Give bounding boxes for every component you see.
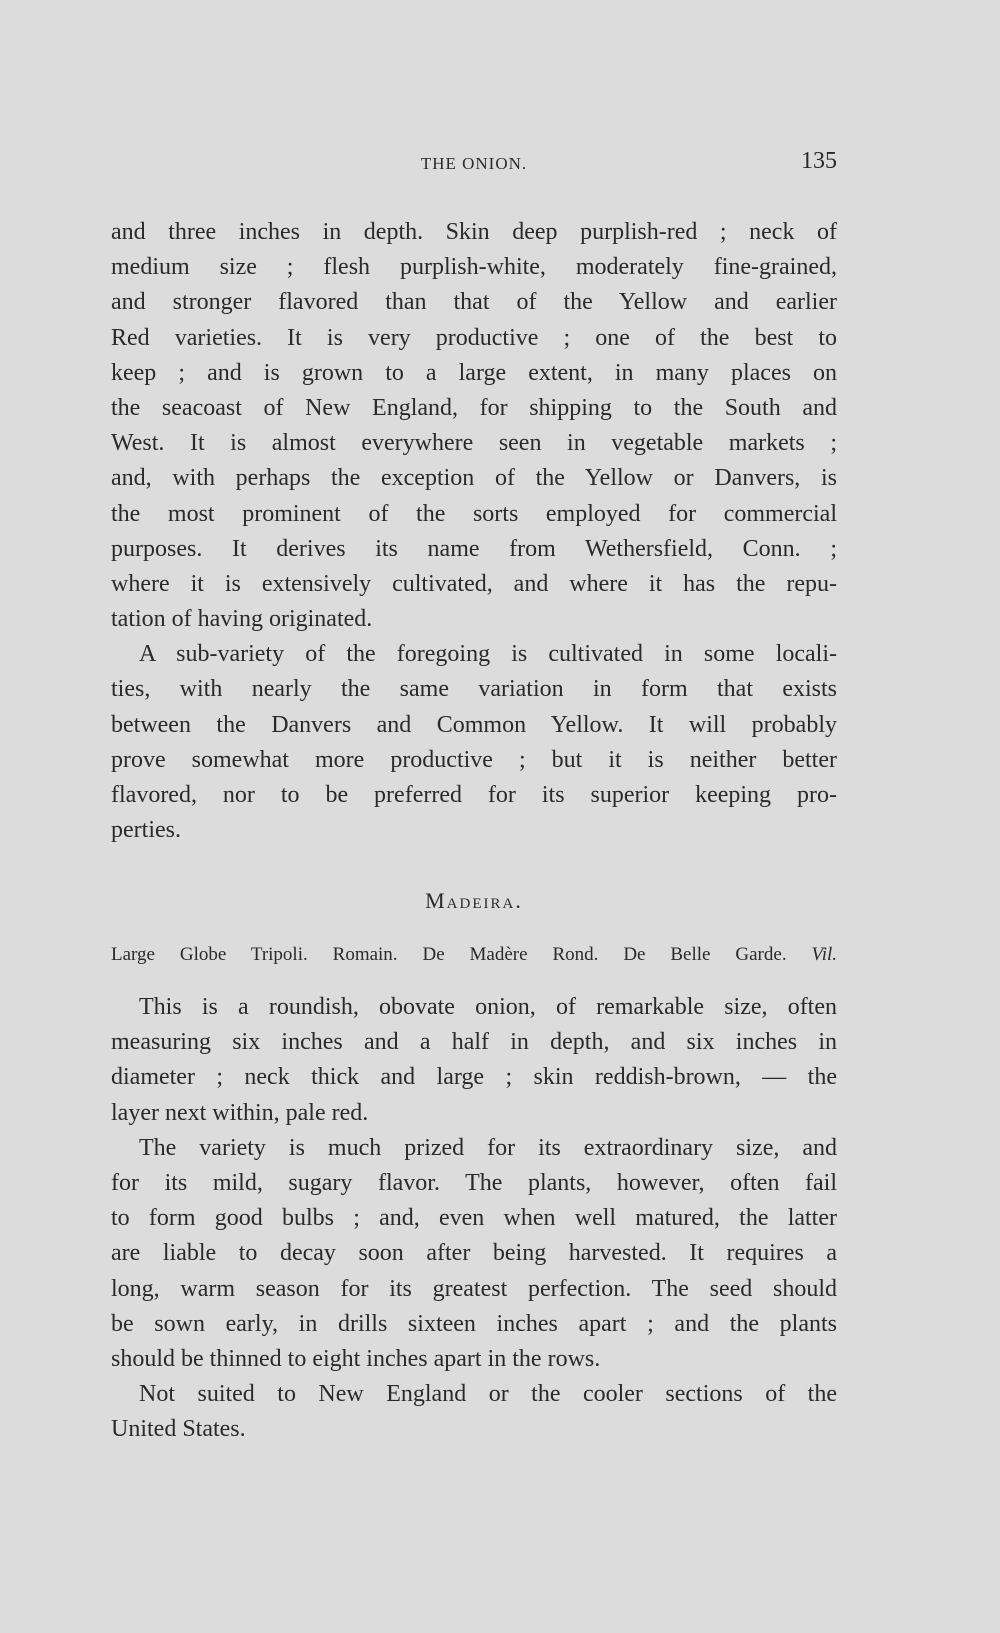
paragraph bbox=[111, 637, 837, 848]
text-line: between the Danvers and Common Yellow. It will probably bbox=[111, 711, 837, 738]
section-heading: Madeira. bbox=[425, 888, 523, 913]
text-line: and, with perhaps the exception of the Yellow or Danvers, is bbox=[111, 465, 837, 492]
text-line: to form good bulbs ; and, even when well matured, the latter bbox=[111, 1205, 837, 1232]
synonyms-source: Vil. bbox=[811, 944, 838, 965]
paragraph bbox=[111, 215, 837, 637]
text-line: and stronger flavored than that of the Yellow and earlier bbox=[111, 289, 837, 316]
text-line: perties. bbox=[111, 817, 181, 844]
text-line: long, warm season for its greatest perfection. The seed should bbox=[111, 1275, 837, 1302]
running-title: THE ONION. bbox=[420, 154, 528, 173]
text-line: tation of having originated. bbox=[111, 606, 373, 633]
text-line: Not suited to New England or the cooler sections of the bbox=[139, 1381, 837, 1408]
text-line: West. It is almost everywhere seen in vegetable markets ; bbox=[111, 430, 837, 457]
text-line: A sub-variety of the foregoing is cultivated in some locali- bbox=[139, 641, 837, 668]
text-line: purposes. It derives its name from Wethersfield, Conn. ; bbox=[111, 535, 837, 562]
text-line: diameter ; neck thick and large ; skin reddish-brown, — the bbox=[111, 1064, 837, 1091]
text-line: be sown early, in drills sixteen inches apart ; and the plants bbox=[111, 1310, 837, 1337]
text-line: should be thinned to eight inches apart in the rows. bbox=[111, 1345, 601, 1372]
paragraph bbox=[111, 990, 837, 1131]
text-line: are liable to decay soon after being harvested. It requires a bbox=[111, 1240, 837, 1267]
text-line: and three inches in depth. Skin deep purplish-red ; neck of bbox=[111, 219, 837, 245]
paragraph bbox=[111, 1377, 837, 1447]
text-line: measuring six inches and a half in depth, and six inches in bbox=[111, 1029, 837, 1056]
running-header bbox=[111, 150, 837, 178]
text-line: layer next within, pale red. bbox=[111, 1099, 369, 1126]
text-line: prove somewhat more productive ; but it is neither better bbox=[111, 746, 837, 773]
text-line: keep ; and is grown to a large extent, in many places on bbox=[111, 359, 837, 386]
synonyms-line bbox=[111, 940, 837, 970]
text-line: medium size ; flesh purplish-white, moderately fine-grained, bbox=[111, 254, 837, 281]
page-number: 135 bbox=[801, 148, 837, 174]
paragraph bbox=[111, 1131, 837, 1377]
body-text-top bbox=[111, 215, 837, 848]
text-line: for its mild, sugary flavor. The plants, however, often fail bbox=[111, 1169, 837, 1196]
text-line: the most prominent of the sorts employed for commercial bbox=[111, 500, 837, 527]
text-line: The variety is much prized for its extraordinary size, and bbox=[139, 1134, 837, 1161]
text-line: where it is extensively cultivated, and where it has the repu- bbox=[111, 570, 837, 597]
text-line: This is a roundish, obovate onion, of remarkable size, often bbox=[139, 994, 837, 1020]
text-line: the seacoast of New England, for shipping to the South and bbox=[111, 394, 837, 421]
synonyms: Large Globe Tripoli. Romain. De Madère Rond. De Belle Garde. bbox=[111, 944, 787, 965]
text-line: United States. bbox=[111, 1416, 246, 1443]
body-text-bottom bbox=[111, 990, 837, 1447]
text-line: Red varieties. It is very productive ; one of the best to bbox=[111, 324, 837, 351]
text-line: flavored, nor to be preferred for its superior keeping pro- bbox=[111, 782, 837, 808]
text-line: ties, with nearly the same variation in form that exists bbox=[111, 676, 837, 703]
